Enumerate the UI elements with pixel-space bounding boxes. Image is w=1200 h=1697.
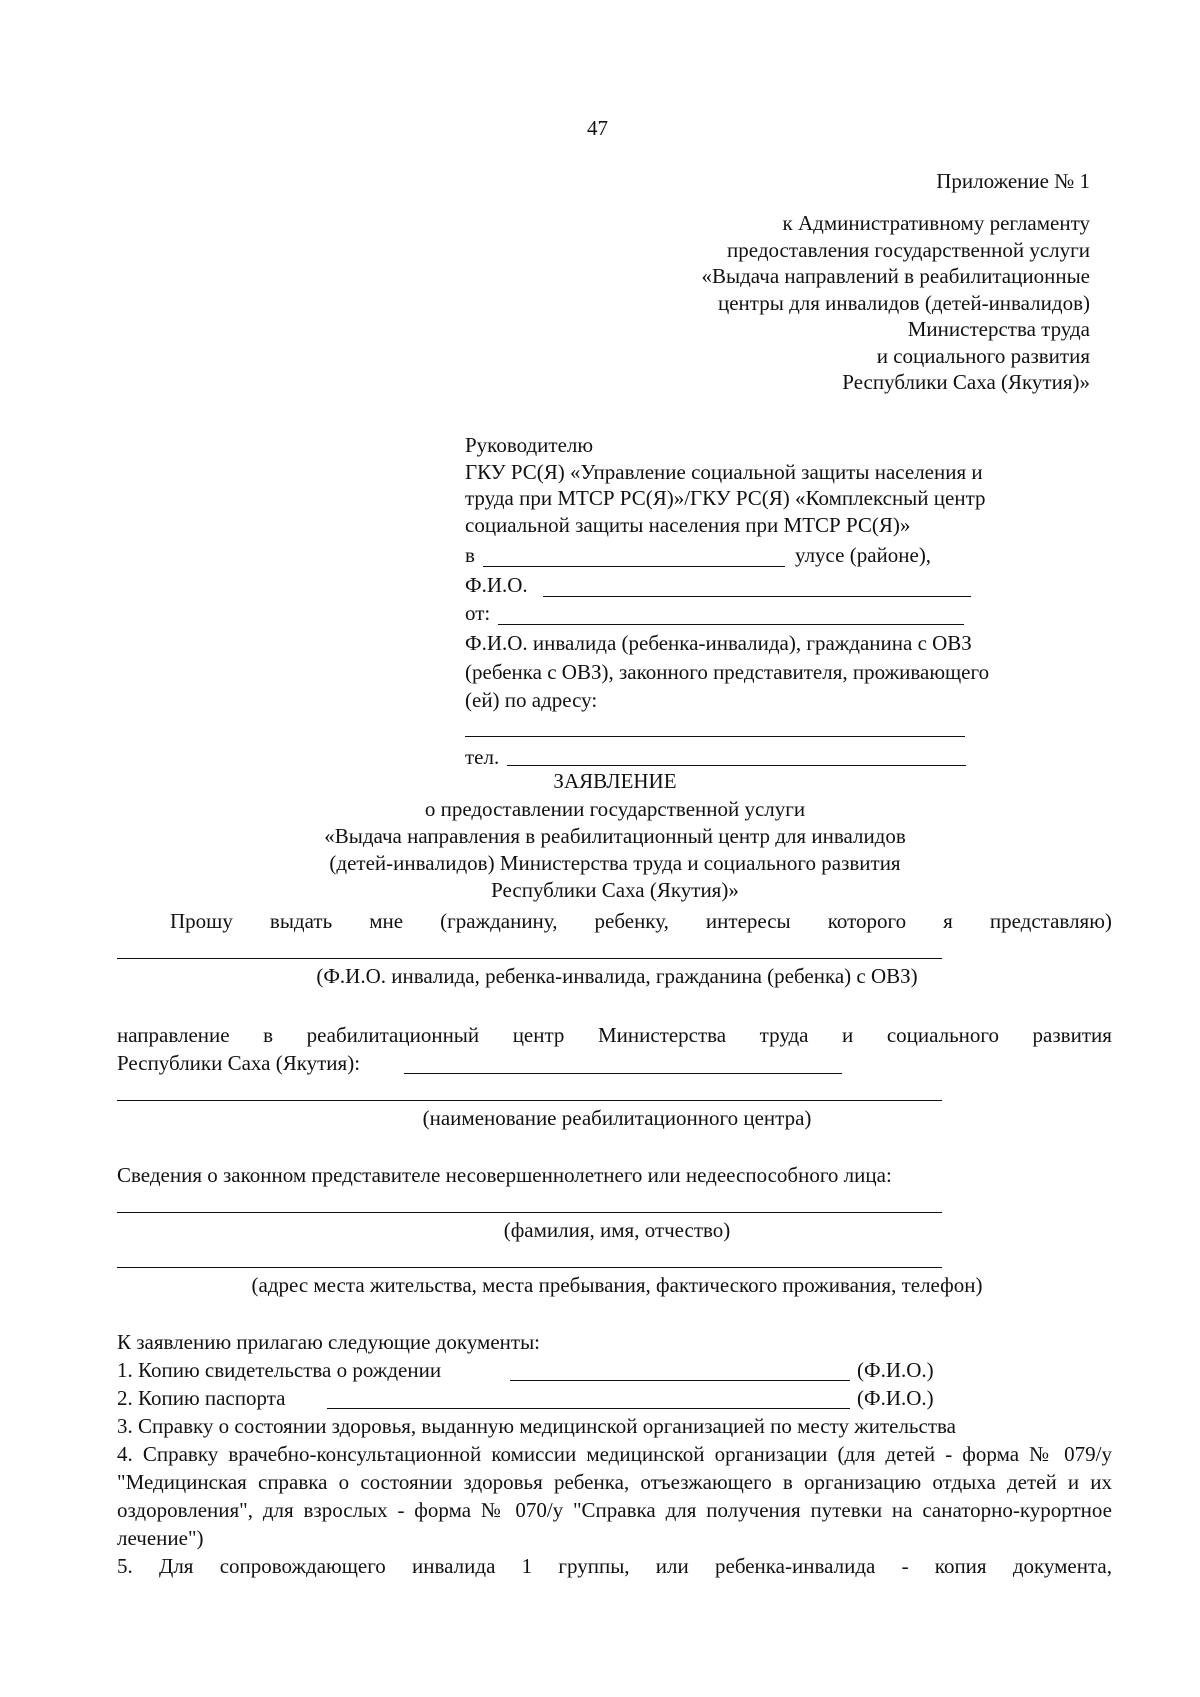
attach-title: К заявлению прилагаю следующие документы: — [117, 1330, 541, 1354]
request-word: интересы — [705, 909, 791, 933]
rep-address-field[interactable] — [117, 1267, 942, 1268]
doc-4: 4. Справку врачебно-консультационной комиссии медицинской организации (для детей - форма № 079/у "Медицинская справка о состоянии здоровья ребенка, отъезжающего в организацию отдыха детей и их оздоровления", для взрослых - форма № 070/у "Справка для получения путевки на санаторно-курортное лечение") — [117, 1442, 1112, 1550]
doc-2-field[interactable] — [327, 1408, 850, 1409]
direction-word: направление — [117, 1023, 230, 1047]
addressee-line: труда при МТСР РС(Я)»/ГКУ РС(Я) «Комплексный центр — [465, 486, 986, 510]
in-suffix: улусе (районе), — [795, 543, 932, 567]
tel-field[interactable] — [507, 765, 966, 766]
appendix-line: Республики Саха (Якутия)» — [842, 370, 1090, 394]
appendix-line: к Административному регламенту — [782, 211, 1090, 235]
direction-word: реабилитационный — [306, 1023, 480, 1047]
direction-word: социального — [886, 1023, 1000, 1047]
page-number: 47 — [587, 116, 608, 140]
rep-info: Сведения о законном представителе несовершеннолетнего или недееспособного лица: — [117, 1163, 892, 1187]
center-field-1[interactable] — [404, 1073, 842, 1074]
addressee-line: социальной защиты населения при МТСР РС(Я)» — [465, 512, 911, 537]
from-field[interactable] — [498, 624, 964, 625]
addressee-line: ГКУ РС(Я) «Управление социальной защиты населения и — [465, 459, 983, 484]
in-prefix: в — [465, 543, 475, 567]
subtitle-line: Республики Саха (Якутия)» — [491, 878, 739, 902]
from-desc — [465, 629, 989, 715]
tel-label: тел. — [465, 745, 500, 769]
request-word: (гражданину, — [440, 909, 558, 933]
addressee-block — [465, 432, 986, 538]
district-field[interactable] — [483, 566, 785, 567]
appendix-line: Министерства труда — [907, 317, 1090, 341]
doc-2-fio: (Ф.И.О.) — [857, 1386, 934, 1410]
fio-label: Ф.И.О. — [465, 573, 528, 597]
request-line — [170, 908, 1112, 934]
direction-word: труда — [759, 1023, 809, 1047]
direction-line — [117, 1022, 1112, 1048]
subtitle-line: (детей-инвалидов) Министерства труда и социального развития — [329, 851, 901, 875]
appendix-line: «Выдача направлений в реабилитационные — [701, 264, 1090, 288]
appendix-line: предоставления государственной услуги — [727, 237, 1090, 262]
request-word: ребенку, — [594, 909, 669, 933]
fio-field[interactable] — [543, 596, 971, 597]
appendix-title: Приложение № 1 — [936, 169, 1090, 193]
caption-center: (наименование реабилитационного центра) — [422, 1106, 812, 1130]
request-word: мне — [369, 909, 404, 933]
direction-word: Министерства — [597, 1023, 727, 1047]
caption-name: (фамилия, имя, отчество) — [503, 1218, 731, 1242]
statement-subtitle — [0, 796, 1200, 904]
appendix-block — [702, 210, 1091, 396]
doc-1-fio: (Ф.И.О.) — [857, 1358, 934, 1382]
address-field[interactable] — [465, 736, 965, 737]
direction-word: и — [842, 1023, 854, 1047]
request-word: Прошу — [170, 909, 233, 933]
doc-3: 3. Справку о состоянии здоровья, выданную медицинской организацией по месту жительства — [117, 1414, 956, 1438]
direction-word: центр — [512, 1023, 565, 1047]
appendix-line: центры для инвалидов (детей-инвалидов) — [717, 290, 1090, 315]
doc-1: 1. Копию свидетельства о рождении — [117, 1358, 442, 1382]
appendix-line: и социального развития — [876, 343, 1090, 368]
from-desc-line: (ей) по адресу: — [465, 688, 598, 712]
direction-word: в — [263, 1023, 274, 1047]
caption-fio: (Ф.И.О. инвалида, ребенка-инвалида, гражданина (ребенка) с ОВЗ) — [316, 964, 918, 988]
request-word: которого — [827, 909, 907, 933]
statement-title: ЗАЯВЛЕНИЕ — [553, 769, 677, 793]
applicant-fio-field[interactable] — [117, 958, 942, 959]
request-word: я — [943, 909, 953, 933]
doc-2: 2. Копию паспорта — [117, 1386, 286, 1410]
request-word: выдать — [269, 909, 333, 933]
direction-word: развития — [1032, 1023, 1112, 1047]
caption-address: (адрес места жительства, места пребывания, фактического проживания, телефон) — [251, 1273, 983, 1297]
from-desc-line: (ребенка с ОВЗ), законного представителя, проживающего — [465, 659, 990, 684]
addressee-line: Руководителю — [465, 433, 594, 457]
from-label: от: — [465, 601, 491, 625]
center-field-2[interactable] — [117, 1100, 942, 1101]
direction-line2: Республики Саха (Якутия): — [117, 1051, 361, 1075]
doc-1-field[interactable] — [510, 1380, 850, 1381]
doc-5: 5. Для сопровождающего инвалида 1 группы, или ребенка-инвалида - копия документа, — [117, 1554, 1112, 1578]
request-word: представляю) — [989, 909, 1112, 933]
rep-name-field[interactable] — [117, 1212, 942, 1213]
subtitle-line: «Выдача направления в реабилитационный центр для инвалидов — [324, 824, 906, 848]
subtitle-line: о предоставлении государственной услуги — [424, 797, 806, 821]
from-desc-line: Ф.И.О. инвалида (ребенка-инвалида), гражданина с ОВЗ — [465, 631, 972, 655]
